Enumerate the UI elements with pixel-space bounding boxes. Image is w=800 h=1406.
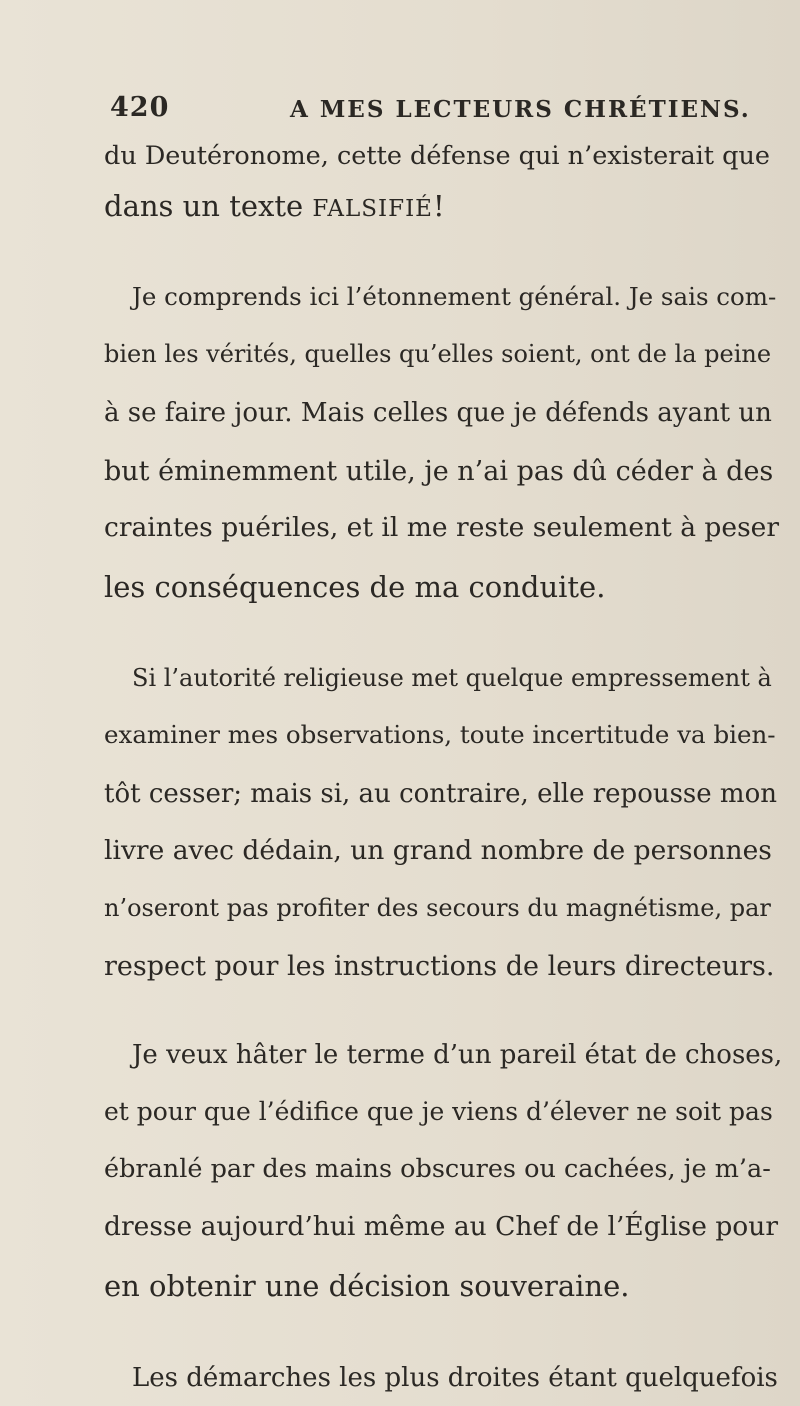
running-title: A MES LECTEURS CHRÉTIENS. <box>290 96 751 123</box>
small-caps-word: FALSIFIÉ <box>312 196 433 222</box>
text-line: examiner mes observations, toute incertitude va bien- <box>104 720 776 749</box>
text-line: du Deutéronome, cette défense qui n’existerait que <box>104 141 770 171</box>
text-line: ébranlé par des mains obscures ou cachées, je m’a- <box>104 1154 771 1184</box>
text-line: à se faire jour. Mais celles que je défends ayant un <box>104 398 772 428</box>
text-line: livre avec dédain, un grand nombre de personnes <box>104 835 772 866</box>
text-line: dresse aujourd’hui même au Chef de l’Église pour <box>104 1211 778 1242</box>
text-line: respect pour les instructions de leurs directeurs. <box>104 951 775 982</box>
text-line: Les démarches les plus droites étant quelquefois <box>132 1363 778 1393</box>
text-line: craintes puériles, et il me reste seulement à peser <box>104 512 780 543</box>
page-number: 420 <box>110 92 170 123</box>
text-line: en obtenir une décision souveraine. <box>104 1269 630 1303</box>
text-line: bien les vérités, quelles qu’elles soient, ont de la peine <box>104 340 772 368</box>
text-line <box>104 189 445 223</box>
text-line: Je veux hâter le terme d’un pareil état de choses, <box>132 1040 783 1070</box>
text-line: Si l’autorité religieuse met quelque empressement à <box>132 664 772 692</box>
page-header <box>110 92 790 132</box>
text-line: n’oseront pas profiter des secours du magnétisme, par <box>104 894 771 922</box>
text-line: les conséquences de ma conduite. <box>104 570 606 604</box>
text-line: et pour que l’édifice que je viens d’élever ne soit pas <box>104 1097 773 1126</box>
text-line: but éminemment utile, je n’ai pas dû céder à des <box>104 456 774 487</box>
text-line: tôt cesser; mais si, au contraire, elle repousse mon <box>104 779 777 809</box>
text-line: Je comprends ici l’étonnement général. Je sais com- <box>132 282 777 311</box>
text-span: ! <box>432 189 445 223</box>
text-span: dans un texte <box>104 189 313 223</box>
